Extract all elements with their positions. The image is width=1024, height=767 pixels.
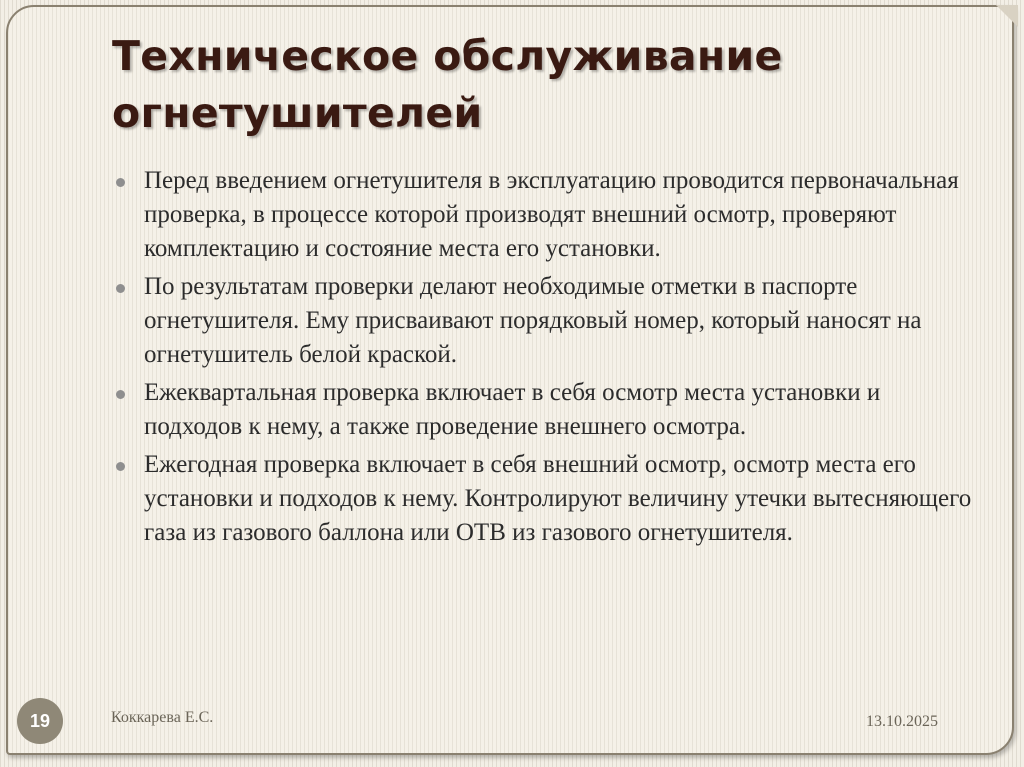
- bullet-item: [116, 448, 976, 550]
- page-fold-corner: [996, 5, 1018, 27]
- bullet-text: Перед введением огнетушителя в эксплуатацию проводится первоначальная проверка, в процессе которой производят внешний осмотр, проверяют комплектацию и состояние места его установки.: [144, 167, 959, 262]
- bullet-item: [116, 270, 976, 372]
- page-number-badge: 19: [17, 698, 63, 744]
- bullet-dot-icon: [116, 284, 125, 293]
- bullet-dot-icon: [116, 462, 125, 471]
- bullet-item: [116, 376, 976, 444]
- bullet-item: [116, 164, 976, 266]
- bullet-text: По результатам проверки делают необходимые отметки в паспорте огнетушителя. Ему присваивают порядковый номер, который наносят на огнетушитель белой краской.: [144, 273, 922, 368]
- bullet-dot-icon: [116, 390, 125, 399]
- bullet-list: [116, 164, 976, 554]
- slide-title: Техническое обслуживание огнетушителей: [112, 32, 783, 137]
- bullet-dot-icon: [116, 178, 125, 187]
- footer-author: Коккарева Е.С.: [111, 709, 214, 726]
- bullet-text: Ежеквартальная проверка включает в себя осмотр места установки и подходов к нему, а также проведение внешнего осмотра.: [144, 379, 881, 440]
- bullet-text: Ежегодная проверка включает в себя внешний осмотр, осмотр места его установки и подходов к нему. Контролируют величину утечки вытесняющего газа из газового баллона или ОТВ из газового огнетушителя.: [144, 451, 972, 546]
- footer-date: 13.10.2025: [866, 713, 938, 730]
